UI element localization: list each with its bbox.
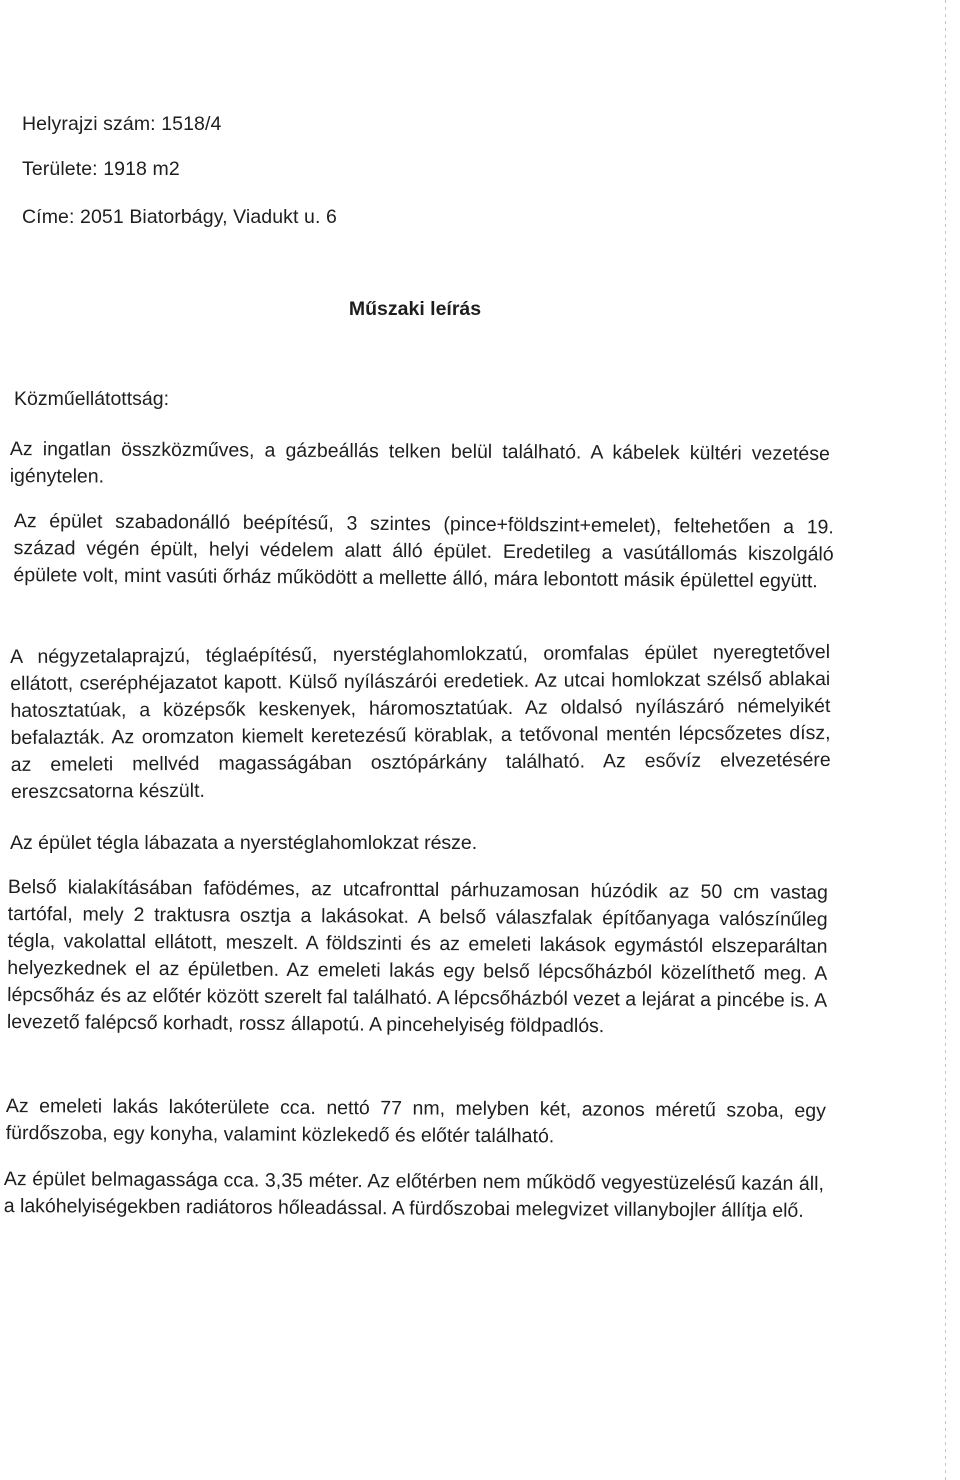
parcel-area: Területe: 1918 m2 — [22, 158, 180, 180]
address: Címe: 2051 Biatorbágy, Viadukt u. 6 — [22, 206, 337, 228]
paragraph-utilities: Az ingatlan összközműves, a gázbeállás telken belül található. A kábelek kültéri vezetése igénytelen. — [9, 437, 830, 488]
paragraph-heating: Az épület belmagassága cca. 3,35 méter. Az előtérben nem működő vegyestüzelésű kazán áll, a lakóhelyiségekben radiátoros hőleadással. A fürdőszobai melegvizet villanybojler állítja elő. — [3, 1168, 824, 1222]
paragraph-plinth: Az épület tégla lábazata a nyerstéglahomlokzat része. — [10, 832, 478, 854]
document-title: Műszaki leírás — [348, 298, 482, 320]
paragraph-interior: Belső kialakításában faföd​émes, az utcafronttal párhuzamosan húzódik az 50 cm vastag tartófal, mely 2 traktusra osztja a lakásokat. A belső válaszfalak építőanyaga valószínűleg tégla, vakolattal ellátott, meszelt. A földszinti és az emeleti lakások egymástól elszeparáltan helyezkednek el az épületben. Az emeleti lakás egy belső lépcsőházból közelíthető meg. A lépcsőház és az előtér között szerelt fal található. A lépcsőházból vezet a lejárat a pincébe is. A levezető falépcső korhadt, rossz állapotú. A pincehelyiség földpadlós. — [6, 875, 828, 1038]
section-label-utilities: Közműellátottság: — [14, 388, 170, 410]
paragraph-apartment: Az emeleti lakás lakóterülete cca. nettó 77 nm, melyben két, azonos méretű szoba, egy fürdőszoba, egy konyha, valamint közlekedő és előtér található. — [5, 1095, 826, 1148]
paragraph-facade: A négyzetalaprajzú, téglaépítésű, nyerstéglahomlokzatú, oromfalas épület nyeregtetővel ellátott, cseréphéjazatot kapott. Külső nyílászárói eredetiek. Az utcai homlokzat szélső ablakai hatosztatúak, a középsők keskenyek, háromosztatúak. Az oldalsó nyílászáró némelyikét befalazták. Az oromzaton kiemelt keretezésű körablak, a tetővonal mentén lépcsőzetes dísz, az emeleti mellvéd magasságában osztópárkány található. Az esővíz elvezetésére ereszcsatorna készült. — [10, 640, 831, 803]
paragraph-building-history: Az épület szabadonálló beépítésű, 3 szintes (pince+földszint+emelet), feltehetően a 19. század végén épült, helyi védelem alatt álló épület. Eredetileg a vasútállomás kiszolgáló épülete volt, mint vasúti őrház működött a mellette álló, mára lebontott másik épülettel együtt. — [13, 509, 834, 593]
parcel-number: Helyrajzi szám: 1518/4 — [22, 113, 222, 135]
scan-edge — [945, 0, 946, 1480]
